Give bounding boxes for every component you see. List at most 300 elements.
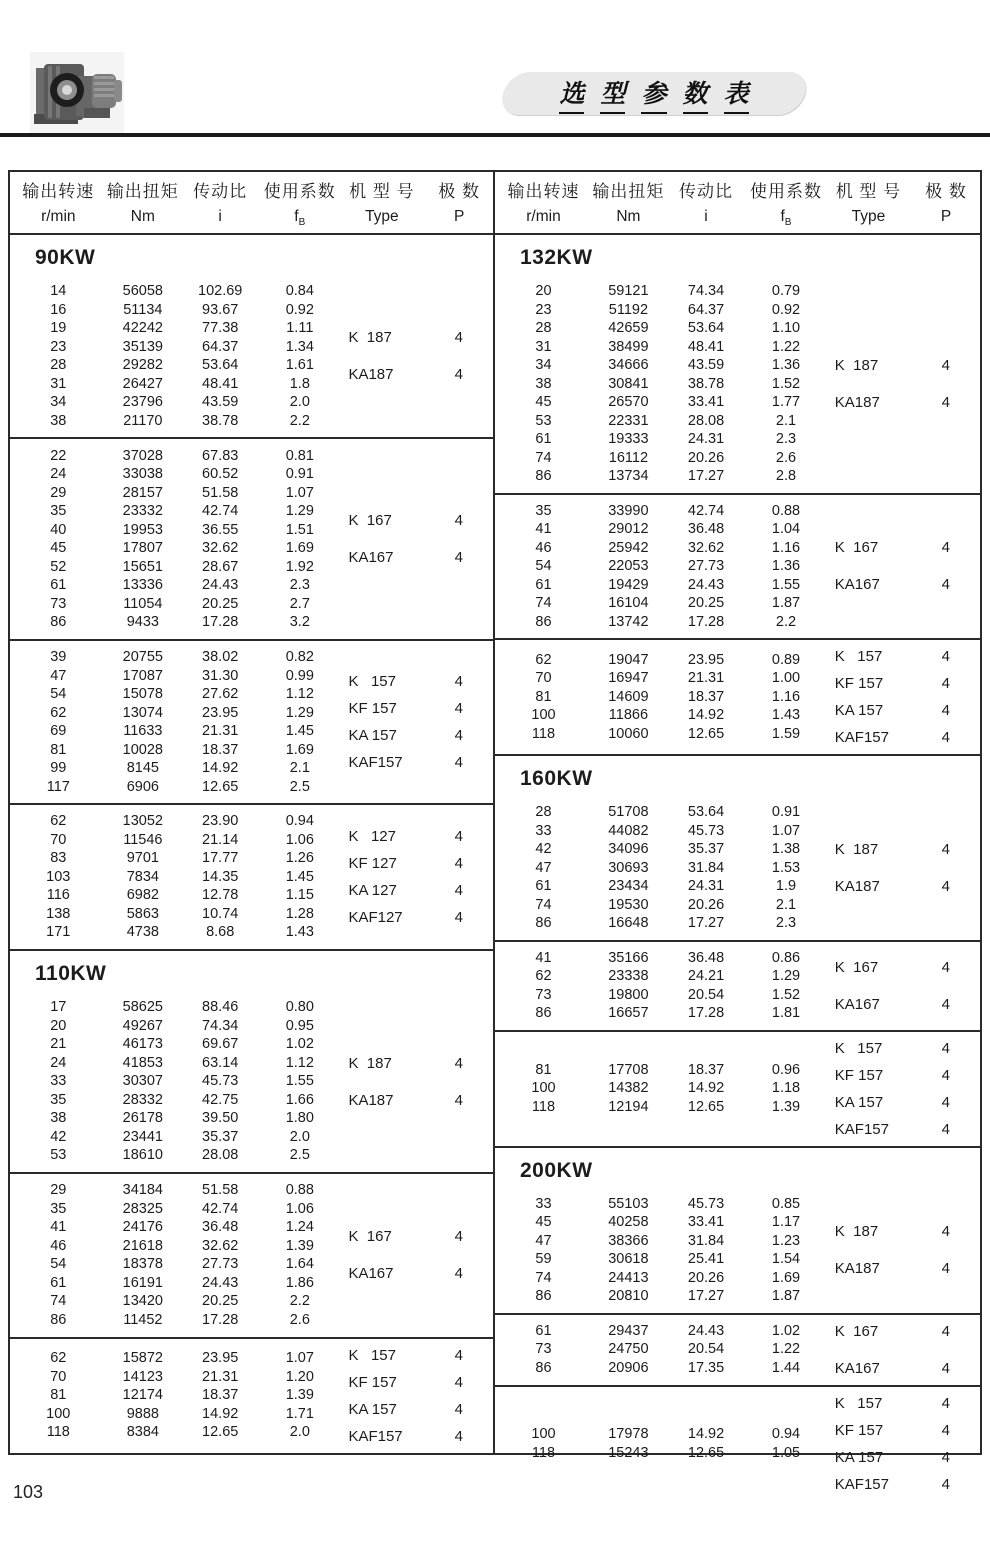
table-row: [10, 375, 338, 394]
model-type: KF 157: [834, 1066, 884, 1084]
cell-output-torque: 19333: [608, 431, 649, 447]
cell-output-speed: 39: [50, 649, 67, 666]
cell-service-factor: 1.8: [289, 375, 310, 392]
cell-output-torque: 34096: [608, 841, 649, 857]
table-row: [10, 576, 338, 595]
cell-output-speed: 24: [50, 466, 67, 483]
cell-ratio: 36.48: [687, 521, 725, 537]
table-header: [10, 172, 980, 235]
table-row: [10, 319, 338, 338]
cell-output-speed: 54: [535, 558, 552, 574]
pole-count: 4: [454, 727, 463, 745]
cell-output-torque: 14123: [122, 1368, 163, 1385]
type-row: [338, 548, 493, 567]
cell-ratio: 36.55: [202, 521, 239, 538]
cell-output-torque: 22053: [608, 558, 649, 574]
cell-output-torque: 11866: [608, 707, 649, 724]
cell-service-factor: 1.80: [285, 1110, 314, 1127]
cell-ratio: 33.41: [687, 394, 725, 410]
table-row: [495, 822, 825, 841]
cell-ratio: 51.58: [202, 484, 239, 501]
model-type: KA187: [834, 393, 880, 411]
header-poles-cn: 极 数: [438, 182, 481, 202]
header-model-label: Type: [851, 207, 886, 225]
type-row: [825, 958, 980, 977]
cell-output-torque: 11546: [123, 831, 163, 848]
pole-count: 4: [941, 1421, 950, 1439]
data-block: [10, 1172, 493, 1336]
cell-service-factor: 1.86: [285, 1274, 314, 1291]
cell-service-factor: 1.87: [771, 1288, 801, 1304]
cell-output-torque: 15651: [122, 558, 163, 575]
table-row: [495, 1079, 825, 1098]
cell-output-speed: 81: [50, 741, 67, 758]
header-poles-symbol: P: [453, 207, 465, 225]
cell-output-torque: 51134: [123, 301, 163, 318]
table-row: [495, 1213, 825, 1232]
cell-output-torque: 23434: [608, 878, 649, 894]
cell-output-torque: 38499: [608, 338, 649, 355]
cell-ratio: 24.31: [687, 878, 725, 894]
cell-ratio: 20.26: [687, 896, 725, 913]
cell-service-factor: 0.85: [771, 1195, 801, 1212]
cell-ratio: 27.73: [202, 1256, 239, 1273]
cell-output-speed: 118: [531, 725, 556, 742]
cell-service-factor: 1.18: [771, 1080, 801, 1097]
table-row: [10, 465, 338, 484]
cell-output-speed: 118: [46, 1424, 70, 1441]
cell-service-factor: 1.34: [285, 338, 314, 355]
cell-service-factor: 2.6: [289, 1311, 310, 1328]
cell-output-speed: 45: [535, 394, 552, 410]
cell-service-factor: 1.28: [285, 905, 314, 922]
cell-ratio: 20.25: [687, 595, 725, 611]
cell-service-factor: 1.39: [285, 1387, 314, 1404]
pole-count: 4: [454, 1346, 463, 1364]
data-block: [10, 437, 493, 638]
header-row-en: [10, 208, 493, 228]
table-row: [10, 1311, 338, 1330]
table-row: [10, 812, 338, 831]
pole-count: 4: [941, 702, 950, 719]
cell-service-factor: 1.71: [285, 1405, 314, 1422]
cell-output-torque: 42242: [122, 320, 163, 337]
cell-ratio: 93.67: [202, 301, 239, 318]
cell-output-torque: 13734: [608, 468, 649, 484]
cell-output-speed: 103: [46, 868, 71, 885]
cell-service-factor: 1.81: [771, 1005, 801, 1021]
data-block: [495, 1385, 980, 1501]
cell-service-factor: 1.24: [285, 1219, 314, 1236]
cell-ratio: 45.73: [687, 822, 725, 839]
cell-output-torque: 18378: [122, 1256, 163, 1273]
cell-output-torque: 23332: [122, 503, 163, 520]
table-row: [10, 722, 338, 741]
type-list: [825, 840, 980, 896]
cell-output-speed: 74: [535, 1269, 552, 1286]
cell-ratio: 21.31: [687, 670, 725, 687]
type-row: [825, 674, 980, 693]
type-row: [825, 393, 980, 412]
table-row: [495, 594, 825, 613]
cell-output-torque: 30841: [608, 375, 649, 392]
data-block: [495, 638, 980, 754]
cell-ratio: 17.27: [687, 468, 725, 484]
cell-ratio: 27.62: [202, 686, 239, 703]
cell-service-factor: 1.51: [285, 521, 314, 538]
cell-service-factor: 1.55: [285, 1073, 314, 1090]
cell-output-speed: 81: [535, 688, 552, 705]
cell-output-speed: 74: [535, 449, 552, 466]
type-row: [825, 840, 980, 859]
type-row: [338, 753, 493, 772]
data-block: [495, 796, 980, 940]
cell-service-factor: 2.3: [775, 431, 797, 447]
cell-service-factor: 1.02: [285, 1036, 314, 1053]
gearmotor-photo: [30, 52, 124, 134]
table-row: [10, 886, 338, 905]
cell-ratio: 17.35: [687, 1359, 725, 1376]
cell-ratio: 12.78: [202, 887, 239, 904]
cell-ratio: 24.21: [687, 968, 725, 984]
pole-count: 4: [941, 1394, 950, 1412]
cell-output-torque: 13336: [122, 577, 163, 594]
cell-service-factor: 1.12: [285, 686, 314, 703]
cell-ratio: 32.62: [687, 539, 725, 556]
cell-output-speed: 70: [50, 1368, 67, 1385]
cell-output-torque: 23338: [608, 968, 649, 984]
table-row: [495, 412, 825, 431]
table-row: [10, 1255, 338, 1274]
pole-count: 4: [941, 1359, 950, 1377]
cell-service-factor: 1.36: [771, 357, 801, 373]
cell-ratio: 74.34: [687, 283, 725, 299]
cell-ratio: 28.08: [687, 412, 725, 429]
cell-ratio: 48.41: [687, 338, 725, 355]
model-type: K 157: [834, 1394, 883, 1412]
pole-count: 4: [941, 1039, 950, 1057]
header-output-speed-unit: r/min: [526, 207, 561, 225]
cell-output-speed: 73: [535, 1341, 552, 1358]
pole-count: 4: [454, 329, 463, 347]
cell-service-factor: 2.0: [289, 394, 310, 411]
header-service-factor-cn: 使用系数: [749, 182, 822, 202]
cell-output-torque: 40258: [608, 1214, 649, 1230]
cell-output-speed: 62: [50, 1350, 67, 1367]
type-row: [338, 854, 493, 873]
model-type: KAF157: [348, 1427, 403, 1445]
cell-output-torque: 15243: [608, 1444, 649, 1461]
table-row: [10, 613, 338, 632]
cell-output-torque: 56058: [122, 283, 163, 300]
header-service-factor-symbol: $f_B$: [294, 207, 306, 228]
table-row: [10, 685, 338, 704]
table-row: [10, 338, 338, 357]
data-rows: [10, 648, 338, 796]
cell-output-torque: 24413: [608, 1269, 649, 1286]
cell-output-torque: 30618: [608, 1251, 649, 1267]
data-rows: [495, 502, 825, 632]
cell-ratio: 31.84: [687, 1232, 725, 1249]
type-row: [825, 575, 980, 594]
table-row: [495, 1287, 825, 1306]
type-row: [825, 1475, 980, 1494]
section-title: 110KW: [10, 949, 493, 991]
cell-service-factor: 1.11: [286, 320, 314, 337]
cell-ratio: 102.69: [198, 283, 243, 300]
cell-service-factor: 2.6: [775, 449, 797, 466]
cell-ratio: 28.08: [202, 1147, 239, 1164]
model-type: KA 157: [834, 1448, 884, 1466]
type-row: [825, 701, 980, 720]
data-rows: [495, 803, 825, 933]
title-char: 参: [641, 74, 666, 114]
cell-output-speed: 53: [535, 412, 552, 429]
cell-output-torque: 21618: [122, 1237, 163, 1254]
table-row: [495, 1359, 825, 1378]
cell-service-factor: 1.02: [771, 1322, 801, 1339]
cell-output-torque: 22331: [608, 412, 649, 429]
cell-service-factor: 2.5: [289, 778, 310, 795]
model-type: KA187: [834, 877, 880, 895]
cell-service-factor: 0.80: [285, 999, 314, 1016]
cell-output-speed: 46: [535, 539, 552, 556]
page-number: 103: [13, 1482, 44, 1502]
pole-count: 4: [454, 828, 463, 846]
cell-output-torque: 10060: [608, 725, 649, 742]
table-row: [10, 648, 338, 667]
cell-output-torque: 28325: [122, 1200, 163, 1217]
cell-output-speed: 81: [50, 1387, 67, 1404]
type-list: [338, 1346, 493, 1446]
cell-output-torque: 6906: [126, 778, 159, 795]
pole-count: 4: [941, 1120, 950, 1138]
type-row: [338, 1091, 493, 1110]
data-block: [495, 1030, 980, 1146]
cell-output-speed: 52: [50, 558, 67, 575]
cell-ratio: 36.48: [202, 1219, 239, 1236]
pole-count: 4: [454, 512, 463, 530]
cell-ratio: 45.73: [687, 1195, 725, 1212]
cell-ratio: 42.74: [202, 503, 239, 520]
cell-output-speed: 59: [535, 1251, 552, 1267]
cell-output-speed: 16: [50, 301, 67, 318]
type-row: [338, 511, 493, 530]
table-row: [10, 595, 338, 614]
cell-output-torque: 24750: [608, 1341, 649, 1358]
data-rows: [10, 447, 338, 632]
cell-output-torque: 13742: [608, 613, 649, 630]
type-row: [825, 1448, 980, 1467]
cell-output-speed: 62: [50, 704, 67, 721]
model-type: K 187: [348, 329, 392, 347]
table-row: [495, 1250, 825, 1269]
table-row: [495, 430, 825, 449]
cell-output-speed: 61: [535, 878, 552, 894]
cell-output-speed: 86: [535, 1359, 552, 1376]
table-row: [10, 1218, 338, 1237]
cell-output-torque: 13420: [122, 1293, 163, 1310]
cell-output-torque: 9888: [126, 1405, 159, 1422]
table-row: [10, 905, 338, 924]
cell-output-speed: 86: [535, 915, 552, 931]
cell-output-speed: 83: [50, 850, 67, 867]
table-row: [495, 502, 825, 521]
cell-ratio: 23.95: [202, 704, 239, 721]
title-char: 表: [724, 74, 749, 114]
header-ratio-cn: 传动比: [678, 182, 733, 202]
cell-ratio: 88.46: [202, 999, 239, 1016]
cell-output-torque: 33038: [122, 466, 163, 483]
cell-output-speed: 47: [535, 1232, 552, 1249]
type-row: [338, 1427, 493, 1446]
cell-output-speed: 46: [50, 1237, 67, 1254]
table-row: [10, 667, 338, 686]
cell-service-factor: 1.43: [285, 924, 314, 941]
type-row: [825, 356, 980, 375]
table-row: [10, 1405, 338, 1424]
pole-count: 4: [454, 366, 463, 384]
table-row: [10, 558, 338, 577]
cell-service-factor: 0.88: [771, 502, 801, 519]
cell-output-speed: 24: [50, 1054, 67, 1071]
cell-output-torque: 29012: [608, 521, 649, 537]
table-row: [10, 741, 338, 760]
cell-service-factor: 1.64: [285, 1256, 314, 1273]
table-row: [495, 1425, 825, 1444]
cell-output-speed: 33: [535, 1195, 552, 1212]
header-service-factor-symbol: $f_B$: [780, 207, 792, 228]
table-row: [495, 706, 825, 725]
type-list: [338, 1054, 493, 1110]
table-row: [495, 539, 825, 558]
data-block: [495, 1188, 980, 1313]
pole-count: 4: [941, 877, 950, 895]
pole-count: 4: [941, 1448, 950, 1466]
table-row: [10, 356, 338, 375]
header-row-en: [495, 208, 980, 228]
cell-output-speed: 73: [535, 986, 552, 1003]
table-row: [10, 1128, 338, 1147]
cell-service-factor: 1.29: [285, 503, 314, 520]
pole-count: 4: [454, 673, 463, 691]
cell-ratio: 63.14: [202, 1054, 239, 1071]
cell-output-torque: 23441: [122, 1128, 163, 1145]
cell-output-speed: 28: [535, 804, 552, 820]
cell-output-torque: 33990: [608, 502, 649, 519]
type-row: [825, 1222, 980, 1241]
cell-output-torque: 16648: [608, 915, 649, 931]
cell-service-factor: 1.26: [285, 850, 314, 867]
cell-service-factor: 1.12: [285, 1054, 314, 1071]
cell-output-torque: 13074: [122, 704, 163, 721]
cell-output-speed: 33: [50, 1073, 67, 1090]
model-type: KAF157: [348, 754, 403, 772]
cell-ratio: 33.41: [687, 1214, 725, 1230]
cell-output-speed: 21: [50, 1036, 67, 1053]
cell-output-torque: 17807: [122, 540, 163, 557]
type-list: [825, 647, 980, 747]
cell-ratio: 14.92: [687, 707, 725, 724]
cell-ratio: 21.14: [202, 831, 239, 848]
cell-output-torque: 42659: [608, 320, 649, 336]
table-row: [10, 301, 338, 320]
type-row: [338, 365, 493, 384]
cell-ratio: 21.31: [202, 723, 239, 740]
cell-service-factor: 2.0: [289, 1424, 310, 1441]
cell-output-speed: 54: [50, 1256, 67, 1273]
cell-output-speed: 61: [50, 577, 67, 594]
table-row: [495, 1444, 825, 1463]
table-row: [10, 447, 338, 466]
cell-service-factor: 0.81: [285, 447, 314, 464]
pole-count: 4: [941, 958, 950, 976]
header-row-cn: [495, 177, 980, 202]
table-row: [495, 725, 825, 744]
column-header-right: [495, 172, 980, 233]
type-list: [338, 328, 493, 384]
type-row: [825, 538, 980, 557]
type-row: [825, 1259, 980, 1278]
cell-output-speed: 171: [46, 924, 71, 941]
cell-ratio: 12.65: [202, 778, 239, 795]
type-row: [825, 647, 980, 666]
cell-service-factor: 0.84: [285, 283, 314, 300]
cell-output-speed: 61: [535, 431, 552, 447]
table-row: [10, 1274, 338, 1293]
cell-output-torque: 16104: [608, 595, 649, 611]
cell-ratio: 67.83: [202, 447, 239, 464]
model-type: KA167: [834, 1359, 880, 1377]
column-header-left: [10, 172, 495, 233]
table-row: [495, 688, 825, 707]
model-type: KA 157: [348, 1400, 397, 1418]
cell-ratio: 53.64: [202, 357, 239, 374]
title-banner: [503, 72, 805, 115]
table-row: [495, 967, 825, 986]
model-type: KA167: [348, 549, 394, 567]
cell-service-factor: 0.95: [285, 1017, 314, 1034]
model-type: KF 127: [348, 855, 397, 873]
cell-output-speed: 62: [535, 968, 552, 984]
cell-output-torque: 35166: [608, 949, 649, 966]
title-char: 数: [683, 74, 708, 114]
cell-output-speed: 100: [46, 1405, 71, 1422]
data-rows: [495, 949, 825, 1023]
type-list: [825, 958, 980, 1014]
cell-service-factor: 1.23: [771, 1232, 801, 1249]
cell-service-factor: 1.04: [771, 521, 801, 537]
type-row: [825, 1359, 980, 1378]
cell-output-speed: 47: [50, 667, 67, 684]
cell-ratio: 45.73: [202, 1073, 239, 1090]
cell-service-factor: 1.38: [771, 841, 801, 857]
cell-service-factor: 1.10: [771, 320, 801, 336]
cell-output-torque: 30693: [608, 859, 649, 876]
model-type: K 157: [348, 673, 396, 691]
cell-service-factor: 1.69: [771, 1269, 801, 1286]
cell-output-torque: 29437: [608, 1322, 649, 1339]
cell-output-torque: 11633: [123, 723, 163, 740]
model-type: KAF157: [834, 729, 889, 746]
model-type: KAF127: [348, 909, 403, 927]
cell-ratio: 18.37: [687, 688, 725, 705]
cell-ratio: 51.58: [202, 1182, 239, 1199]
pole-count: 4: [941, 729, 950, 746]
cell-service-factor: 0.91: [771, 804, 801, 820]
cell-ratio: 60.52: [202, 466, 239, 483]
cell-service-factor: 0.89: [771, 651, 801, 668]
